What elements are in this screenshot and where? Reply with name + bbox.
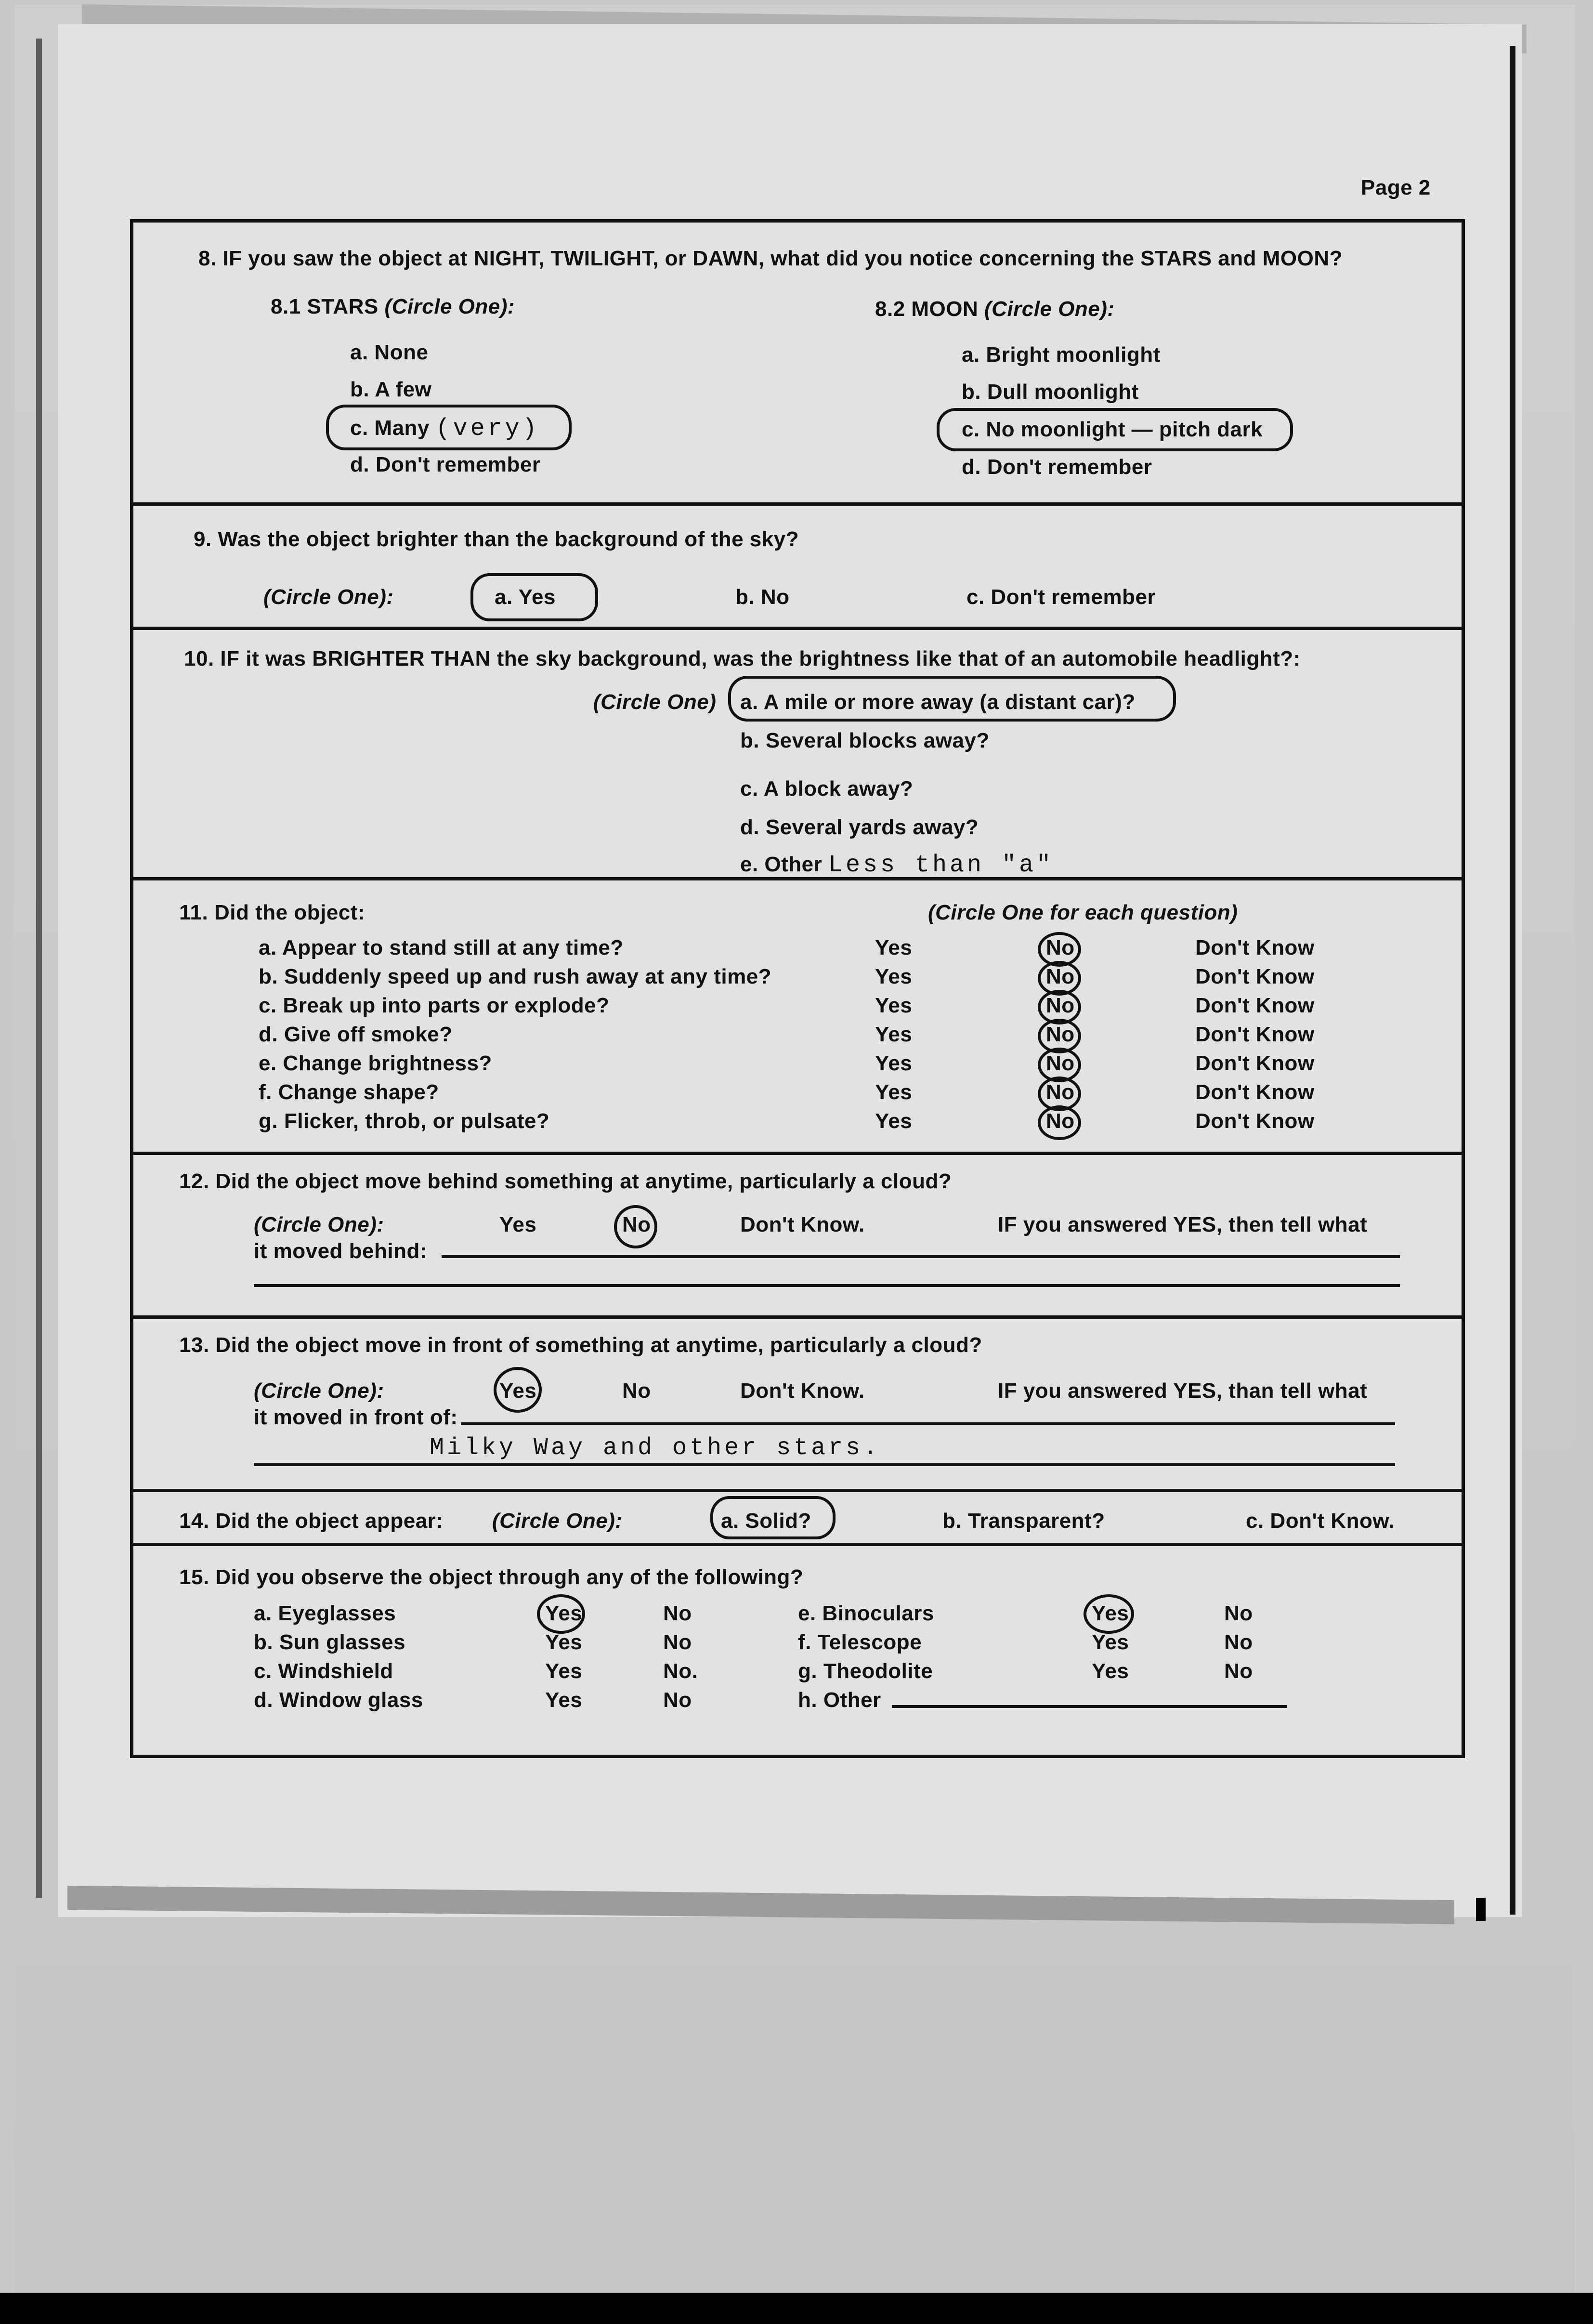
q11-dont-know[interactable]: Don't Know xyxy=(1195,1023,1315,1046)
q13-answer-line-1[interactable] xyxy=(461,1422,1395,1425)
q11-instruction: (Circle One for each question) xyxy=(928,901,1238,924)
moon-selection-circle xyxy=(937,408,1293,451)
page-number: Page 2 xyxy=(1361,176,1431,199)
q15-selection-circle xyxy=(537,1594,585,1634)
q13-answer[interactable]: Milky Way and other stars. xyxy=(430,1434,881,1462)
q13-followup-label: it moved in front of: xyxy=(254,1405,458,1429)
q10-selection-circle xyxy=(728,676,1176,722)
q11-no[interactable]: No xyxy=(1046,936,1075,959)
stars-typed-note: (very) xyxy=(435,415,540,443)
question-8 xyxy=(133,223,1462,506)
q13-option-no[interactable]: No xyxy=(622,1379,651,1403)
q10-option-d[interactable]: d. Several yards away? xyxy=(740,815,979,839)
q11-item-label: d. Give off smoke? xyxy=(259,1023,453,1046)
question-10-text: 10. IF it was BRIGHTER THAN the sky background, was the brightness like that of an automobile headlight?: xyxy=(184,647,1301,670)
q14-option-a[interactable]: a. Solid? xyxy=(721,1509,811,1533)
q15-yes[interactable]: Yes xyxy=(1092,1630,1129,1654)
q15-no[interactable]: No. xyxy=(663,1659,698,1683)
q15-no[interactable]: No xyxy=(663,1602,692,1625)
question-12-text: 12. Did the object move behind something at anytime, particularly a cloud? xyxy=(179,1169,952,1193)
question-13-text: 13. Did the object move in front of something at anytime, particularly a cloud? xyxy=(179,1333,982,1357)
q12-followup-label: it moved behind: xyxy=(254,1239,427,1263)
q12-instruction: (Circle One): xyxy=(254,1213,384,1236)
q10-instruction: (Circle One) xyxy=(593,690,717,714)
q11-no[interactable]: No xyxy=(1046,1080,1075,1104)
q13-option-dk[interactable]: Don't Know. xyxy=(740,1379,865,1403)
q10-option-a[interactable]: a. A mile or more away (a distant car)? xyxy=(740,690,1136,714)
q14-option-c[interactable]: c. Don't Know. xyxy=(1246,1509,1395,1533)
q13-selection-circle xyxy=(494,1367,542,1413)
question-11-text: 11. Did the object: xyxy=(179,901,366,924)
q15-no[interactable]: No xyxy=(663,1688,692,1712)
q11-dont-know[interactable]: Don't Know xyxy=(1195,994,1315,1017)
q15-yes[interactable]: Yes xyxy=(545,1630,583,1654)
q11-dont-know[interactable]: Don't Know xyxy=(1195,936,1315,959)
q11-item-label: a. Appear to stand still at any time? xyxy=(259,936,624,959)
q15-no[interactable]: No xyxy=(1224,1630,1253,1654)
q9-instruction: (Circle One): xyxy=(263,585,394,609)
question-8-text: 8. IF you saw the object at NIGHT, TWILIGHT, or DAWN, what did you notice concerning the STARS and MOON? xyxy=(198,247,1343,270)
q11-no[interactable]: No xyxy=(1046,1109,1075,1133)
q11-dont-know[interactable]: Don't Know xyxy=(1195,1080,1315,1104)
question-9-text: 9. Was the object brighter than the background of the sky? xyxy=(194,527,799,551)
q15-other-line[interactable] xyxy=(892,1705,1287,1708)
q10-other-typed: Less than "a" xyxy=(828,852,1054,879)
q12-answer-line-1[interactable] xyxy=(442,1255,1400,1258)
question-11 xyxy=(133,880,1462,1155)
q11-yes[interactable]: Yes xyxy=(875,965,913,988)
q13-option-yes[interactable]: Yes xyxy=(499,1379,537,1403)
q11-no[interactable]: No xyxy=(1046,965,1075,988)
q11-yes[interactable]: Yes xyxy=(875,936,913,959)
questionnaire-form xyxy=(130,219,1465,1758)
q9-option-c[interactable]: c. Don't remember xyxy=(966,585,1156,609)
q11-no[interactable]: No xyxy=(1046,1023,1075,1046)
q15-yes[interactable]: Yes xyxy=(545,1659,583,1683)
q15-item-label: e. Binoculars xyxy=(798,1602,934,1625)
q11-item-label: g. Flicker, throb, or pulsate? xyxy=(259,1109,550,1133)
q11-no[interactable]: No xyxy=(1046,994,1075,1017)
page-right-edge xyxy=(1510,46,1515,1915)
q15-item-label: c. Windshield xyxy=(254,1659,393,1683)
q15-yes[interactable]: Yes xyxy=(1092,1602,1129,1625)
q15-item-label: d. Window glass xyxy=(254,1688,423,1712)
q11-item-label: b. Suddenly speed up and rush away at any time? xyxy=(259,965,772,988)
q11-no[interactable]: No xyxy=(1046,1051,1075,1075)
moon-heading: 8.2 MOON (Circle One): xyxy=(875,297,1115,321)
question-15-text: 15. Did you observe the object through any of the following? xyxy=(179,1565,804,1589)
question-14 xyxy=(133,1492,1462,1546)
q12-option-no[interactable]: No xyxy=(622,1213,651,1236)
q15-no[interactable]: No xyxy=(1224,1659,1253,1683)
question-12 xyxy=(133,1155,1462,1319)
q14-selection-circle xyxy=(710,1496,836,1539)
q11-selection-circle xyxy=(1038,1105,1081,1140)
stars-option-c[interactable]: c. Many (very) xyxy=(350,415,540,443)
film-bottom-border xyxy=(0,2293,1593,2324)
q14-option-b[interactable]: b. Transparent? xyxy=(942,1509,1105,1533)
stars-heading: 8.1 STARS (Circle One): xyxy=(271,295,515,318)
q12-option-dk[interactable]: Don't Know. xyxy=(740,1213,865,1236)
q11-yes[interactable]: Yes xyxy=(875,1109,913,1133)
stars-selection-circle xyxy=(326,405,572,450)
q11-yes[interactable]: Yes xyxy=(875,1051,913,1075)
question-13 xyxy=(133,1319,1462,1492)
q15-item-label: f. Telescope xyxy=(798,1630,922,1654)
q14-instruction: (Circle One): xyxy=(492,1509,623,1533)
q11-dont-know[interactable]: Don't Know xyxy=(1195,1109,1315,1133)
q11-item-label: c. Break up into parts or explode? xyxy=(259,994,610,1017)
q15-option-h: h. Other xyxy=(798,1688,881,1712)
corner-mark xyxy=(1476,1898,1486,1921)
q10-option-c[interactable]: c. A block away? xyxy=(740,777,914,801)
q13-instruction: (Circle One): xyxy=(254,1379,384,1403)
q12-followup: IF you answered YES, then tell what xyxy=(998,1213,1368,1236)
q11-item-label: e. Change brightness? xyxy=(259,1051,492,1075)
q10-option-e[interactable]: e. Other Less than "a" xyxy=(740,852,1054,879)
page-left-edge xyxy=(36,39,42,1898)
stars-option-d[interactable]: d. Don't remember xyxy=(350,453,541,476)
moon-option-c[interactable]: c. No moonlight — pitch dark xyxy=(962,418,1263,441)
q15-item-label: a. Eyeglasses xyxy=(254,1602,396,1625)
q11-yes[interactable]: Yes xyxy=(875,1023,913,1046)
q15-yes[interactable]: Yes xyxy=(545,1688,583,1712)
q13-followup: IF you answered YES, than tell what xyxy=(998,1379,1368,1403)
question-14-text: 14. Did the object appear: xyxy=(179,1509,444,1533)
q15-selection-circle xyxy=(1084,1594,1134,1634)
question-9 xyxy=(133,506,1462,630)
q15-no[interactable]: No xyxy=(1224,1602,1253,1625)
q12-option-yes[interactable]: Yes xyxy=(499,1213,537,1236)
moon-option-b[interactable]: b. Dull moonlight xyxy=(962,380,1139,404)
q11-yes[interactable]: Yes xyxy=(875,994,913,1017)
q12-selection-circle xyxy=(614,1205,657,1248)
q9-option-b[interactable]: b. No xyxy=(735,585,790,609)
q15-yes[interactable]: Yes xyxy=(545,1602,583,1625)
q9-option-a[interactable]: a. Yes xyxy=(495,585,556,609)
q11-yes[interactable]: Yes xyxy=(875,1080,913,1104)
q15-item-label: b. Sun glasses xyxy=(254,1630,406,1654)
stars-option-b[interactable]: b. A few xyxy=(350,378,432,401)
question-10 xyxy=(133,630,1462,880)
q11-item-label: f. Change shape? xyxy=(259,1080,439,1104)
moon-option-d[interactable]: d. Don't remember xyxy=(962,455,1152,479)
q15-item-label: g. Theodolite xyxy=(798,1659,933,1683)
q10-option-b[interactable]: b. Several blocks away? xyxy=(740,729,990,752)
q15-yes[interactable]: Yes xyxy=(1092,1659,1129,1683)
moon-option-a[interactable]: a. Bright moonlight xyxy=(962,343,1161,367)
question-15 xyxy=(133,1546,1462,1761)
q11-dont-know[interactable]: Don't Know xyxy=(1195,965,1315,988)
q15-no[interactable]: No xyxy=(663,1630,692,1654)
q11-dont-know[interactable]: Don't Know xyxy=(1195,1051,1315,1075)
q9-selection-circle xyxy=(470,573,598,621)
stars-option-a[interactable]: a. None xyxy=(350,341,429,364)
q13-answer-line-2[interactable] xyxy=(254,1463,1395,1466)
q12-answer-line-2[interactable] xyxy=(254,1284,1400,1287)
